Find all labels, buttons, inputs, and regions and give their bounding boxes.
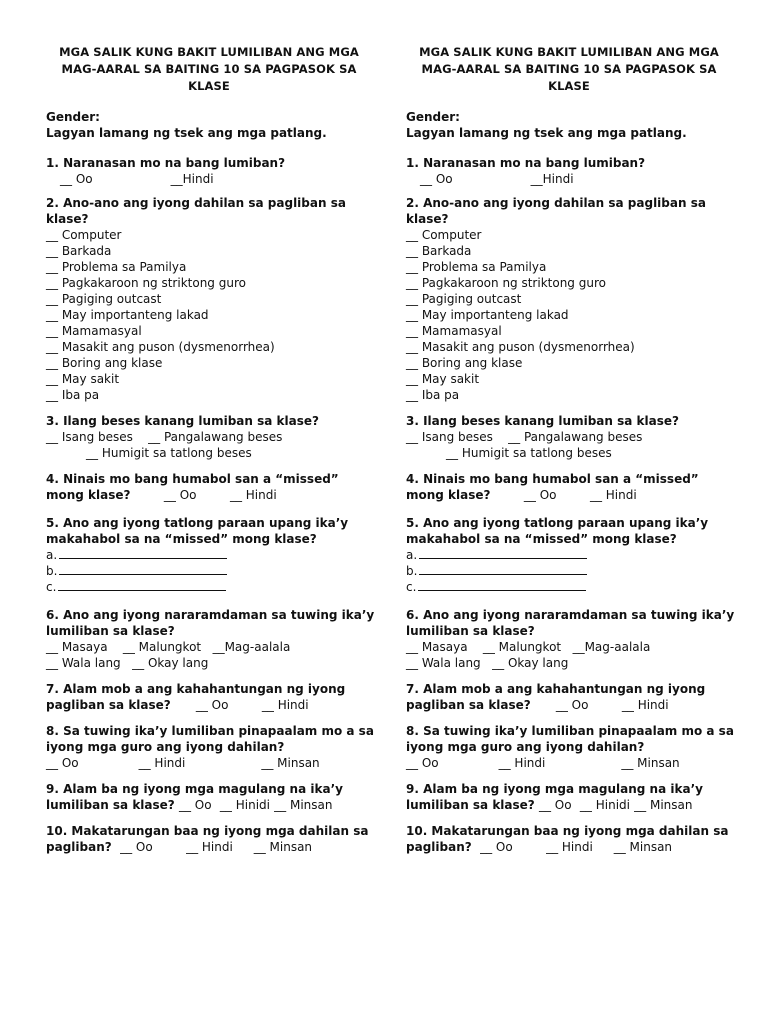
survey-column-left (46, 44, 376, 855)
q4-oo[interactable]: __ Oo (163, 488, 197, 502)
q8-minsan[interactable]: __ Minsan (621, 756, 680, 770)
gender-label: Gender: (406, 110, 460, 124)
instruction: Lagyan lamang ng tsek ang mga patlang. (406, 126, 687, 140)
q1-options (46, 171, 376, 187)
q3-opt3[interactable]: __ Humigit sa tatlong beses (446, 446, 612, 460)
q2-option[interactable]: __ Mamamasyal (406, 324, 502, 338)
q7-text: 7. Alam mob a ang kahahantungan ng iyong pagliban sa klase? __ Oo __ Hindi (46, 682, 346, 712)
q2-option[interactable]: __ Computer (46, 228, 122, 242)
q2-option[interactable]: __ Pagkakaroon ng striktong guro (46, 276, 246, 290)
q7-hindi[interactable]: __ Hindi (621, 698, 669, 712)
q6-opt4[interactable]: __ Wala lang (46, 656, 121, 670)
q7-text: 7. Alam mob a ang kahahantungan ng iyong pagliban sa klase? __ Oo __ Hindi (406, 682, 706, 712)
q3-options-row1 (406, 429, 736, 445)
q2-option[interactable]: __ Boring ang klase (46, 356, 163, 370)
q5-answer-a[interactable] (419, 547, 587, 559)
q6-text: 6. Ano ang iyong nararamdaman sa tuwing ika’y lumiliban sa klase? (46, 608, 375, 638)
q8-oo[interactable]: __ Oo (406, 756, 439, 770)
survey-title: MGA SALIK KUNG BAKIT LUMILIBAN ANG MGA MAG-AARAL SA BAITING 10 SA PAGPASOK SA KLASE (59, 45, 359, 93)
q5-line-b: b. (406, 563, 736, 579)
survey-title: MGA SALIK KUNG BAKIT LUMILIBAN ANG MGA MAG-AARAL SA BAITING 10 SA PAGPASOK SA KLASE (419, 45, 719, 93)
q7-oo[interactable]: __ Oo (555, 698, 589, 712)
q5-answer-c[interactable] (418, 579, 586, 591)
q5-answer-b[interactable] (419, 563, 587, 575)
q6-options-row1 (46, 639, 376, 655)
q6-options-row2 (406, 655, 736, 671)
q2-option[interactable]: __ Pagiging outcast (406, 292, 522, 306)
q1-options (406, 171, 736, 187)
q2-option[interactable]: __ Problema sa Pamilya (46, 260, 187, 274)
q1-oo[interactable]: __ Oo (420, 172, 453, 186)
q6-opt4[interactable]: __ Wala lang (406, 656, 481, 670)
survey-column-right (406, 44, 736, 855)
q9-minsan[interactable]: __ Minsan (274, 798, 333, 812)
q3-opt1[interactable]: __ Isang beses (406, 430, 493, 444)
q10-hindi[interactable]: __ Hindi (186, 840, 233, 854)
q2-text: 2. Ano-ano ang iyong dahilan sa pagliban sa klase? (46, 196, 346, 226)
q2-option[interactable]: __ Problema sa Pamilya (406, 260, 547, 274)
instruction: Lagyan lamang ng tsek ang mga patlang. (46, 126, 327, 140)
q2-option[interactable]: __ Computer (406, 228, 482, 242)
q5-line-a: a. (46, 547, 376, 563)
q2-option[interactable]: __ Iba pa (46, 388, 100, 402)
q9-hindi[interactable]: __ Hinidi (219, 798, 270, 812)
q3-opt3[interactable]: __ Humigit sa tatlong beses (86, 446, 252, 460)
q2-option[interactable]: __ May importanteng lakad (406, 308, 569, 322)
q3-options-row2 (46, 445, 376, 461)
q6-options-row2 (46, 655, 376, 671)
q5-line-b: b. (46, 563, 376, 579)
q8-text: 8. Sa tuwing ika’y lumiliban pinapaalam mo a sa iyong mga guro ang iyong dahilan? (406, 724, 734, 754)
q10-minsan[interactable]: __ Minsan (253, 840, 313, 854)
q4-text: 4. Ninais mo bang humabol san a “missed” mong klase? __ Oo __ Hindi (406, 472, 699, 502)
q10-oo[interactable]: __ Oo (120, 840, 153, 854)
q8-options (46, 755, 376, 771)
q4-oo[interactable]: __ Oo (523, 488, 557, 502)
q5-line-c: c. (46, 579, 376, 595)
q6-opt2[interactable]: __ Malungkot (482, 640, 562, 654)
q4-hindi[interactable]: __ Hindi (589, 488, 637, 502)
q9-text: 9. Alam ba ng iyong mga magulang na ika’y lumiliban sa klase? __ Oo __ Hinidi __ Minsan (46, 782, 343, 812)
q6-opt5[interactable]: __ Okay lang (132, 656, 209, 670)
q7-oo[interactable]: __ Oo (195, 698, 229, 712)
q10-minsan[interactable]: __ Minsan (613, 840, 673, 854)
q3-opt2[interactable]: __ Pangalawang beses (508, 430, 643, 444)
q10-text: 10. Makatarungan baa ng iyong mga dahilan sa pagliban? __ Oo __ Hindi __ Minsan (406, 824, 729, 854)
q9-text: 9. Alam ba ng iyong mga magulang na ika’y lumiliban sa klase? __ Oo __ Hinidi __ Minsan (406, 782, 703, 812)
q3-text: 3. Ilang beses kanang lumiban sa klase? (46, 414, 319, 428)
q3-opt2[interactable]: __ Pangalawang beses (148, 430, 283, 444)
q6-opt1[interactable]: __ Masaya (46, 640, 108, 654)
q2-option[interactable]: __ May sakit (406, 372, 480, 386)
q3-text: 3. Ilang beses kanang lumiban sa klase? (406, 414, 679, 428)
q1-text: 1. Naranasan mo na bang lumiban? (406, 156, 646, 170)
q6-opt3[interactable]: __Mag-aalala (212, 640, 291, 654)
q5-answer-c[interactable] (58, 579, 226, 591)
q9-minsan[interactable]: __ Minsan (634, 798, 693, 812)
q9-oo[interactable]: __ Oo (538, 798, 572, 812)
q6-opt3[interactable]: __Mag-aalala (572, 640, 651, 654)
q5-line-c: c. (406, 579, 736, 595)
q5-answer-b[interactable] (59, 563, 227, 575)
q1-hindi[interactable]: __Hindi (530, 172, 574, 186)
q8-text: 8. Sa tuwing ika’y lumiliban pinapaalam mo a sa iyong mga guro ang iyong dahilan? (46, 724, 374, 754)
q2-text: 2. Ano-ano ang iyong dahilan sa pagliban sa klase? (406, 196, 706, 226)
q4-text: 4. Ninais mo bang humabol san a “missed” mong klase? __ Oo __ Hindi (46, 472, 339, 502)
q2-option[interactable]: __ Boring ang klase (406, 356, 523, 370)
q6-opt2[interactable]: __ Malungkot (122, 640, 202, 654)
q10-text: 10. Makatarungan baa ng iyong mga dahilan sa pagliban? __ Oo __ Hindi __ Minsan (46, 824, 369, 854)
q1-oo[interactable]: __ Oo (60, 172, 93, 186)
q8-hindi[interactable]: __ Hindi (138, 756, 186, 770)
q2-options (406, 227, 736, 403)
q5-answer-a[interactable] (59, 547, 227, 559)
q2-option[interactable]: __ Masakit ang puson (dysmenorrhea) (406, 340, 635, 354)
q7-hindi[interactable]: __ Hindi (261, 698, 309, 712)
q6-text: 6. Ano ang iyong nararamdaman sa tuwing ika’y lumiliban sa klase? (406, 608, 735, 638)
q2-option[interactable]: __ Masakit ang puson (dysmenorrhea) (46, 340, 275, 354)
q5-text: 5. Ano ang iyong tatlong paraan upang ika’y makahabol sa na “missed” mong klase? (406, 516, 709, 546)
q3-options-row1 (46, 429, 376, 445)
q2-option[interactable]: __ Mamamasyal (46, 324, 142, 338)
q5-line-a: a. (406, 547, 736, 563)
gender-label: Gender: (46, 110, 100, 124)
q2-option[interactable]: __ Pagkakaroon ng striktong guro (406, 276, 606, 290)
q9-oo[interactable]: __ Oo (178, 798, 212, 812)
q2-options (46, 227, 376, 403)
q2-option[interactable]: __ Barkada (406, 244, 472, 258)
q10-oo[interactable]: __ Oo (480, 840, 513, 854)
q2-option[interactable]: __ Barkada (46, 244, 112, 258)
q2-option[interactable]: __ Iba pa (406, 388, 460, 402)
q10-hindi[interactable]: __ Hindi (546, 840, 593, 854)
q2-option[interactable]: __ May sakit (46, 372, 120, 386)
q8-oo[interactable]: __ Oo (46, 756, 79, 770)
q1-hindi[interactable]: __Hindi (170, 172, 214, 186)
q2-option[interactable]: __ Pagiging outcast (46, 292, 162, 306)
q4-hindi[interactable]: __ Hindi (229, 488, 277, 502)
q8-hindi[interactable]: __ Hindi (498, 756, 546, 770)
q6-opt1[interactable]: __ Masaya (406, 640, 468, 654)
q5-text: 5. Ano ang iyong tatlong paraan upang ika’y makahabol sa na “missed” mong klase? (46, 516, 349, 546)
q8-minsan[interactable]: __ Minsan (261, 756, 320, 770)
q2-option[interactable]: __ May importanteng lakad (46, 308, 209, 322)
q3-opt1[interactable]: __ Isang beses (46, 430, 133, 444)
q8-options (406, 755, 736, 771)
q1-text: 1. Naranasan mo na bang lumiban? (46, 156, 286, 170)
q6-opt5[interactable]: __ Okay lang (492, 656, 569, 670)
q6-options-row1 (406, 639, 736, 655)
q3-options-row2 (406, 445, 736, 461)
q9-hindi[interactable]: __ Hinidi (579, 798, 630, 812)
